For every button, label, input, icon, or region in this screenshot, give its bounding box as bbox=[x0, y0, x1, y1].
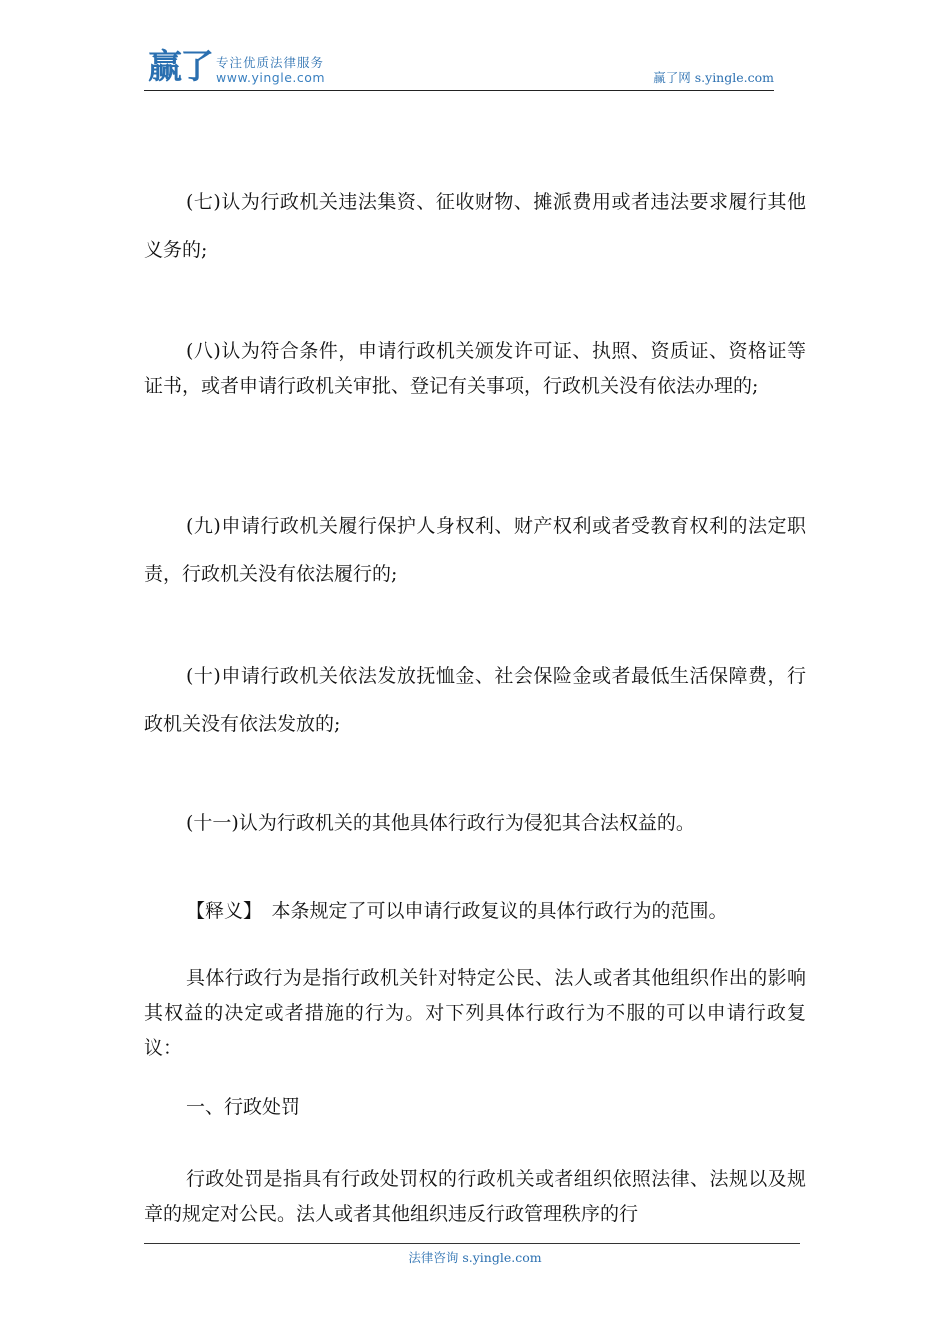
paragraph-definition: 具体行政行为是指行政机关针对特定公民、法人或者其他组织作出的影响其权益的决定或者措施的行为。对下列具体行政行为不服的可以申请行政复议： bbox=[144, 967, 806, 1059]
paragraph-item-11: (十一)认为行政机关的其他具体行政行为侵犯其合法权益的。 bbox=[186, 812, 695, 834]
paragraph-item-8: (八)认为符合条件，申请行政机关颁发许可证、执照、资质证、资格证等证书，或者申请行政机关审批、登记有关事项，行政机关没有依法办理的; bbox=[144, 340, 806, 397]
footer-link[interactable]: 法律咨询 s.yingle.com bbox=[408, 1250, 542, 1265]
footer-divider bbox=[144, 1243, 800, 1244]
paragraph-item-7: (七)认为行政机关违法集资、征收财物、摊派费用或者违法要求履行其他义务的; bbox=[144, 191, 806, 261]
section-heading: 一、行政处罚 bbox=[186, 1096, 301, 1118]
paragraph-item-9: (九)申请行政机关履行保护人身权利、财产权利或者受教育权利的法定职责，行政机关没有依法履行的; bbox=[144, 515, 806, 585]
page-header bbox=[144, 46, 774, 91]
logo-url[interactable]: www.yingle.com bbox=[216, 70, 326, 85]
header-site-link[interactable]: 赢了网 s.yingle.com bbox=[653, 70, 774, 85]
paragraph-penalty: 行政处罚是指具有行政处罚权的行政机关或者组织依照法律、法规以及规章的规定对公民。法人或者其他组织违反行政管理秩序的行 bbox=[144, 1168, 806, 1225]
paragraph-explanation: 【释义】 本条规定了可以申请行政复议的具体行政行为的范围。 bbox=[186, 900, 728, 922]
paragraph-item-10: (十)申请行政机关依法发放抚恤金、社会保险金或者最低生活保障费，行政机关没有依法发放的; bbox=[144, 665, 806, 735]
logo-slogan: 专注优质法律服务 bbox=[216, 55, 325, 70]
logo[interactable]: 赢了 bbox=[148, 47, 212, 87]
